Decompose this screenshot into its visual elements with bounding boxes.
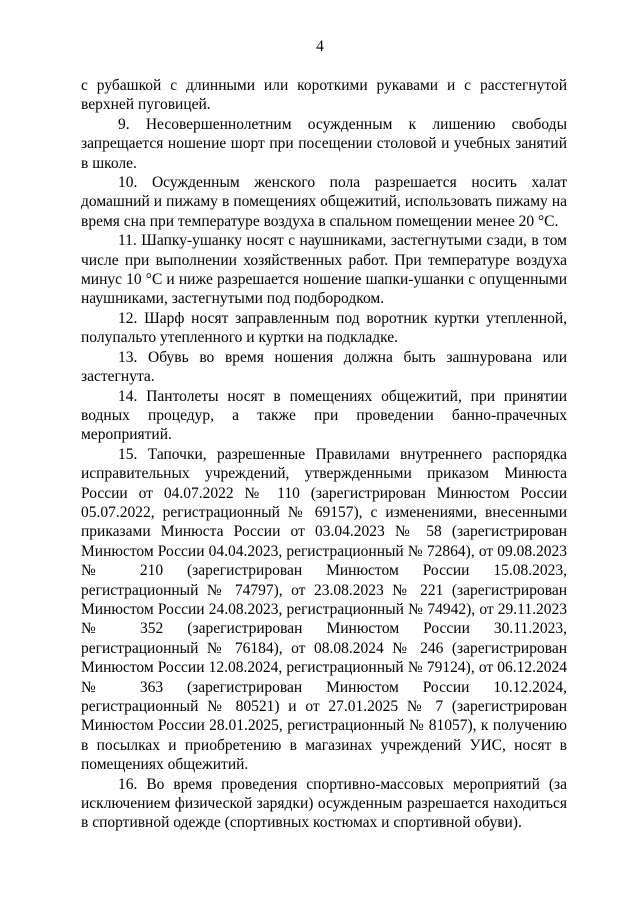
paragraph-continuation: с рубашкой с длинными или короткими рукавами и с расстегнутой верхней пуговицей. xyxy=(81,77,567,114)
paragraph-14: 14. Пантолеты носят в помещениях общежитий, при принятии водных процедур, а также при проведении банно-прачечных мероприятий. xyxy=(81,387,567,444)
paragraph-16: 16. Во время проведения спортивно-массовых мероприятий (за исключением физической зарядки) осужденным разрешается находиться в спортивной одежде (спортивных костюмах и спортивной обуви). xyxy=(81,775,567,832)
paragraph-15: 15. Тапочки, разрешенные Правилами внутреннего распорядка исправительных учреждений, утвержденными приказом Минюста России от 04.07.2022 № 110 (зарегистрирован Минюстом России 05.07.2022, регистрационный № 69157), с изменениями, внесенными приказами Минюста России от 03.04.2023 № 58 (зарегистрирован Минюстом России 04.04.2023, регистрационный № 72864), от 09.08.2023 № 210 (зарегистрирован Минюстом России 15.08.2023, регистрационный № 74797), от 23.08.2023 № 221 (зарегистрирован Минюстом России 24.08.2023, регистрационный № 74942), от 29.11.2023 № 352 (зарегистрирован Минюстом России 30.11.2023, регистрационный № 76184), от 08.08.2024 № 246 (зарегистрирован Минюстом России 12.08.2024, регистрационный № 79124), от 06.12.2024 № 363 (зарегистрирован Минюстом России 10.12.2024, регистрационный № 80521) и от 27.01.2025 № 7 (зарегистрирован Минюстом России 28.01.2025, регистрационный № 81057), к получению в посылках и приобретению в магазинах учреждений УИС, носят в помещениях общежитий. xyxy=(81,445,567,774)
paragraph-11: 11. Шапку-ушанку носят с наушниками, застегнутыми сзади, в том числе при выполнении хозяйственных работ. При температуре воздуха минус 10 °С и ниже разрешается ношение шапки-ушанки с опущенными наушниками, застегнутыми под подбородком. xyxy=(81,232,567,308)
paragraph-13: 13. Обувь во время ношения должна быть зашнурована или застегнута. xyxy=(81,348,567,386)
paragraph-10: 10. Осужденным женского пола разрешается носить халат домашний и пижаму в помещениях общежитий, использовать пижаму на время сна при температуре воздуха в спальном помещении менее 20 °С. xyxy=(81,174,567,230)
paragraph-12: 12. Шарф носят заправленным под воротник куртки утепленной, полупальто утепленного и куртки на подкладке. xyxy=(81,309,567,347)
document-body xyxy=(81,76,567,833)
page-number: 4 xyxy=(316,38,324,55)
paragraph-9: 9. Несовершеннолетним осужденным к лишению свободы запрещается ношение шорт при посещении столовой и учебных занятий в школе. xyxy=(81,115,567,172)
